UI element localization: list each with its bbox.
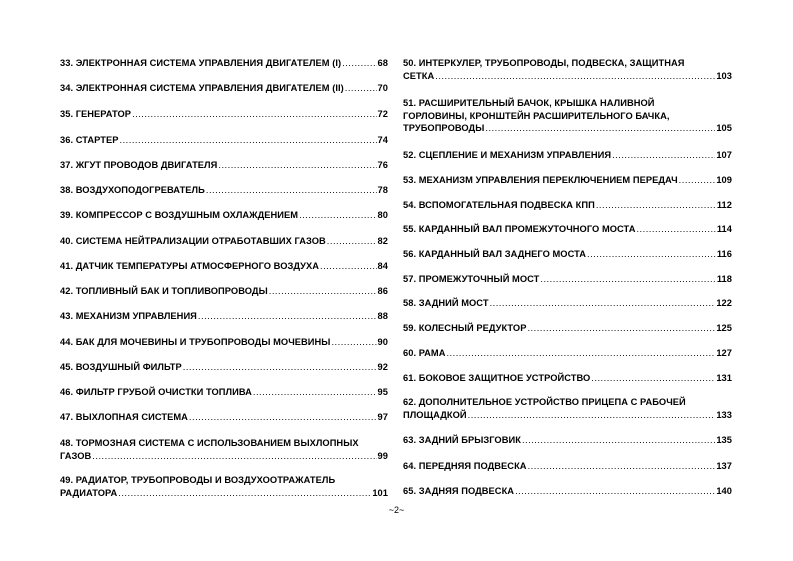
toc-entry-title: 65. ЗАДНЯЯ ПОДВЕСКА — [403, 486, 515, 496]
toc-entry-title: 46. ФИЛЬТР ГРУБОЙ ОЧИСТКИ ТОПЛИВА — [60, 387, 252, 397]
dot-leader — [591, 372, 715, 385]
toc-entry-title-line1: 50. ИНТЕРКУЛЕР, ТРУБОПРОВОДЫ, ПОДВЕСКА, ЗАЩИТНАЯ — [403, 58, 685, 68]
dot-leader — [596, 199, 716, 212]
dot-leader — [218, 159, 376, 172]
dot-leader — [132, 108, 376, 121]
toc-entry-title: 53. МЕХАНИЗМ УПРАВЛЕНИЯ ПЕРЕКЛЮЧЕНИЕМ ПЕРЕДАЧ — [403, 175, 678, 185]
toc-entry-35[interactable] — [60, 108, 388, 121]
toc-entry-46[interactable] — [60, 386, 388, 399]
toc-entry-57[interactable] — [403, 273, 732, 286]
dot-leader — [342, 57, 376, 70]
dot-leader — [345, 82, 377, 95]
toc-entry-36[interactable] — [60, 134, 388, 147]
toc-entry-page: 82 — [377, 236, 388, 246]
toc-entry-61[interactable] — [403, 372, 732, 385]
toc-entry-43[interactable] — [60, 310, 388, 323]
toc-entry-page: 88 — [377, 311, 388, 321]
dot-leader — [327, 235, 377, 248]
toc-entry-page: 97 — [377, 412, 388, 422]
toc-entry-title: 38. ВОЗДУХОПОДОГРЕВАТЕЛЬ — [60, 185, 205, 195]
toc-entry-page: 112 — [716, 200, 732, 210]
toc-entry-52[interactable] — [403, 149, 732, 162]
toc-entry-page: 68 — [377, 58, 388, 68]
toc-entry-title: 37. ЖГУТ ПРОВОДОВ ДВИГАТЕЛЯ — [60, 160, 218, 170]
toc-entry-page: 127 — [716, 348, 732, 358]
toc-entry-page: 107 — [716, 150, 732, 160]
toc-entry-page: 80 — [377, 210, 388, 220]
toc-entry-59[interactable] — [403, 322, 732, 335]
toc-entry-page: 109 — [716, 175, 732, 185]
toc-entry-title: 64. ПЕРЕДНЯЯ ПОДВЕСКА — [403, 461, 527, 471]
toc-entry-page: 122 — [716, 298, 732, 308]
toc-entry-title: 56. КАРДАННЫЙ ВАЛ ЗАДНЕГО МОСТА — [403, 249, 587, 259]
toc-entry-58[interactable] — [403, 297, 732, 310]
toc-entry-title: 44. БАК ДЛЯ МОЧЕВИНЫ И ТРУБОПРОВОДЫ МОЧЕВИНЫ — [60, 337, 331, 347]
dot-leader — [206, 184, 377, 197]
dot-leader — [485, 122, 715, 135]
toc-entry-38[interactable] — [60, 184, 388, 197]
toc-entry-49[interactable] — [60, 474, 388, 499]
toc-entry-title: 41. ДАТЧИК ТЕМПЕРАТУРЫ АТМОСФЕРНОГО ВОЗДУХА — [60, 261, 320, 271]
toc-entry-page: 114 — [716, 224, 732, 234]
dot-leader — [528, 460, 716, 473]
toc-entry-title: 42. ТОПЛИВНЫЙ БАК И ТОПЛИВОПРОВОДЫ — [60, 286, 268, 296]
toc-entry-page: 116 — [716, 249, 732, 259]
dot-leader — [92, 450, 376, 463]
page-number: ~2~ — [388, 505, 405, 515]
toc-entry-title: 33. ЭЛЕКТРОННАЯ СИСТЕМА УПРАВЛЕНИЯ ДВИГАТЕЛЕМ (I) — [60, 58, 342, 68]
toc-entry-page: 99 — [377, 450, 388, 461]
toc-entry-page: 137 — [716, 461, 732, 471]
toc-entry-64[interactable] — [403, 460, 732, 473]
toc-entry-39[interactable] — [60, 209, 388, 222]
toc-entry-title: 35. ГЕНЕРАТОР — [60, 109, 132, 119]
dot-leader — [320, 260, 377, 273]
toc-entry-page: 140 — [716, 486, 732, 496]
toc-entry-page: 101 — [372, 487, 388, 498]
toc-entry-page: 90 — [377, 337, 388, 347]
dot-leader — [515, 485, 715, 498]
toc-entry-title-last: ПЛОЩАДКОЙ — [403, 409, 467, 420]
toc-entry-44[interactable] — [60, 336, 388, 349]
toc-entry-page: 84 — [377, 261, 388, 271]
toc-entry-41[interactable] — [60, 260, 388, 273]
toc-entry-title-line1: 49. РАДИАТОР, ТРУБОПРОВОДЫ И ВОЗДУХООТРАЖАТЕЛЬ — [60, 475, 336, 485]
toc-entry-62[interactable] — [403, 396, 732, 421]
dot-leader — [189, 411, 377, 424]
toc-entry-title-last: СЕТКА — [403, 70, 435, 81]
toc-entry-53[interactable] — [403, 174, 732, 187]
dot-leader — [435, 70, 715, 83]
dot-leader — [269, 285, 377, 298]
toc-entry-title: 43. МЕХАНИЗМ УПРАВЛЕНИЯ — [60, 311, 197, 321]
dot-leader — [540, 273, 715, 286]
toc-entry-page: 76 — [377, 160, 388, 170]
toc-entry-50[interactable] — [403, 57, 732, 82]
dot-leader — [679, 174, 716, 187]
toc-entry-page: 86 — [377, 286, 388, 296]
toc-entry-page: 72 — [377, 109, 388, 119]
dot-leader — [446, 347, 715, 360]
toc-entry-48[interactable] — [60, 437, 388, 462]
toc-entry-37[interactable] — [60, 159, 388, 172]
toc-entry-page: 92 — [377, 362, 388, 372]
toc-entry-page: 125 — [716, 323, 732, 333]
dot-leader — [612, 149, 715, 162]
toc-entry-56[interactable] — [403, 248, 732, 261]
dot-leader — [253, 386, 377, 399]
toc-entry-page: 133 — [716, 409, 732, 420]
toc-entry-page: 78 — [377, 185, 388, 195]
toc-entry-title: 57. ПРОМЕЖУТОЧНЫЙ МОСТ — [403, 274, 540, 284]
toc-entry-title-last: ТРУБОПРОВОДЫ — [403, 123, 485, 133]
toc-entry-title: 45. ВОЗДУШНЫЙ ФИЛЬТР — [60, 362, 182, 372]
dot-leader — [120, 134, 377, 147]
toc-entry-page: 95 — [377, 387, 388, 397]
toc-entry-title: 36. СТАРТЕР — [60, 135, 119, 145]
dot-leader — [490, 297, 716, 310]
toc-entry-title: 40. СИСТЕМА НЕЙТРАЛИЗАЦИИ ОТРАБОТАВШИХ ГАЗОВ — [60, 236, 326, 246]
dot-leader — [587, 248, 716, 261]
toc-entry-title: 39. КОМПРЕССОР С ВОЗДУШНЫМ ОХЛАЖДЕНИЕМ — [60, 210, 299, 220]
toc-entry-45[interactable] — [60, 361, 388, 374]
toc-entry-title: 55. КАРДАННЫЙ ВАЛ ПРОМЕЖУТОЧНОГО МОСТА — [403, 224, 636, 234]
dot-leader — [299, 209, 376, 222]
toc-entry-title-last: ГАЗОВ — [60, 450, 92, 461]
toc-entry-title-line2: ГОРЛОВИНЫ, КРОНШТЕЙН РАСШИРИТЕЛЬНОГО БАЧКА, — [403, 110, 670, 121]
toc-entry-title: 47. ВЫХЛОПНАЯ СИСТЕМА — [60, 412, 188, 422]
toc-entry-title: 60. РАМА — [403, 348, 446, 358]
toc-entry-page: 135 — [716, 435, 732, 445]
toc-entry-title-line1: 62. ДОПОЛНИТЕЛЬНОЕ УСТРОЙСТВО ПРИЦЕПА С РАБОЧЕЙ — [403, 397, 686, 407]
toc-entry-title: 61. БОКОВОЕ ЗАЩИТНОЕ УСТРОЙСТВО — [403, 373, 591, 383]
dot-leader — [198, 310, 377, 323]
dot-leader — [636, 223, 715, 236]
toc-entry-title: 59. КОЛЕСНЫЙ РЕДУКТОР — [403, 323, 527, 333]
toc-entry-47[interactable] — [60, 411, 388, 424]
toc-entry-page: 74 — [377, 135, 388, 145]
toc-entry-page: 131 — [716, 373, 732, 383]
toc-entry-title: 63. ЗАДНИЙ БРЫЗГОВИК — [403, 435, 521, 445]
dot-leader — [527, 322, 715, 335]
toc-entry-51[interactable] — [403, 97, 732, 135]
dot-leader — [468, 409, 716, 422]
toc-entry-title: 34. ЭЛЕКТРОННАЯ СИСТЕМА УПРАВЛЕНИЯ ДВИГАТЕЛЕМ (II) — [60, 83, 344, 93]
toc-entry-page: 70 — [377, 83, 388, 93]
toc-entry-page: 118 — [716, 274, 732, 284]
dot-leader — [331, 336, 376, 349]
toc-entry-33[interactable] — [60, 57, 388, 70]
dot-leader — [522, 434, 715, 447]
toc-entry-34[interactable] — [60, 82, 388, 95]
toc-entry-title: 58. ЗАДНИЙ МОСТ — [403, 298, 489, 308]
toc-entry-65[interactable] — [403, 485, 732, 498]
toc-entry-42[interactable] — [60, 285, 388, 298]
toc-entry-title: 54. ВСПОМОГАТЕЛЬНАЯ ПОДВЕСКА КПП — [403, 200, 595, 210]
dot-leader — [118, 487, 371, 500]
toc-entry-title: 52. СЦЕПЛЕНИЕ И МЕХАНИЗМ УПРАВЛЕНИЯ — [403, 150, 612, 160]
toc-entry-page: 103 — [716, 70, 732, 81]
toc-entry-60[interactable] — [403, 347, 732, 360]
toc-entry-55[interactable] — [403, 223, 732, 236]
toc-entry-63[interactable] — [403, 434, 732, 447]
toc-entry-title-line1: 51. РАСШИРИТЕЛЬНЫЙ БАЧОК, КРЫШКА НАЛИВНОЙ — [403, 98, 655, 108]
toc-entry-page: 105 — [716, 123, 732, 133]
toc-entry-40[interactable] — [60, 235, 388, 248]
dot-leader — [183, 361, 377, 374]
toc-entry-title-last: РАДИАТОРА — [60, 487, 118, 498]
toc-entry-54[interactable] — [403, 199, 732, 212]
toc-entry-title-line1: 48. ТОРМОЗНАЯ СИСТЕМА С ИСПОЛЬЗОВАНИЕМ ВЫХЛОПНЫХ — [60, 438, 359, 448]
